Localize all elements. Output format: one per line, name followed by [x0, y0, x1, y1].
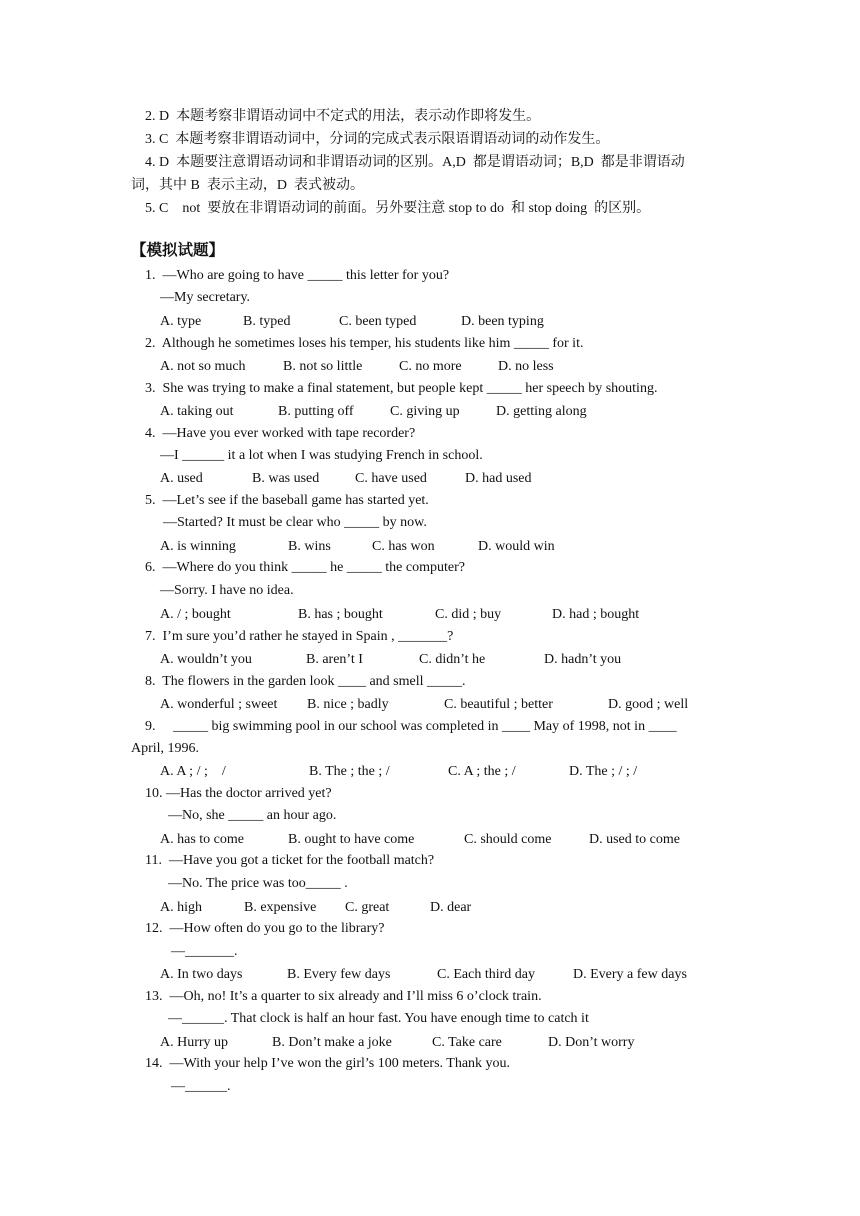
option-d: D. had used: [465, 471, 532, 486]
option-d: D. no less: [498, 359, 554, 374]
option-b: B. Every few days: [287, 967, 391, 982]
option-b: B. putting off: [278, 404, 354, 419]
option-b: B. was used: [252, 471, 320, 486]
option-a: A. not so much: [160, 359, 246, 374]
option-a: A. high: [160, 900, 202, 915]
option-d: D. had ; bought: [552, 607, 640, 622]
option-a: A. has to come: [160, 832, 244, 847]
question-11-stem: 11. —Have you got a ticket for the football match?: [145, 853, 435, 868]
option-d: D. Every a few days: [573, 967, 687, 982]
question-13-stem: 13. —Oh, no! It’s a quarter to six already and I’ll miss 6 o’clock train.: [145, 989, 542, 1004]
option-c: C. has won: [372, 539, 435, 554]
answer-line-4: 4. D 本题要注意谓语动词和非谓语动词的区别。A,D 都是谓语动词；B,D 都是非谓语动: [145, 155, 685, 170]
question-5-reply: —Started? It must be clear who _____ by now.: [163, 515, 427, 530]
option-a: A. is winning: [160, 539, 236, 554]
option-a: A. In two days: [160, 967, 243, 982]
option-b: B. ought to have come: [288, 832, 415, 847]
option-c: C. Each third day: [437, 967, 535, 982]
question-3-stem: 3. She was trying to make a final statement, but people kept _____ her speech by shouting.: [145, 381, 658, 396]
option-c: C. giving up: [390, 404, 460, 419]
option-c: C. have used: [355, 471, 427, 486]
section-title: 【模拟试题】: [131, 241, 225, 259]
option-a: A. / ; bought: [160, 607, 231, 622]
question-9-stem: 9. _____ big swimming pool in our school was completed in ____ May of 1998, not in ____: [145, 719, 677, 734]
question-12-stem: 12. —How often do you go to the library?: [145, 921, 385, 936]
option-c: C. no more: [399, 359, 462, 374]
option-d: D. Don’t worry: [548, 1035, 635, 1050]
question-1-reply: —My secretary.: [160, 290, 251, 305]
question-1-stem: 1. —Who are going to have _____ this letter for you?: [145, 268, 450, 283]
question-10-stem: 10. —Has the doctor arrived yet?: [145, 786, 332, 801]
question-9-stem-continued: April, 1996.: [131, 741, 200, 756]
option-c: C. Take care: [432, 1035, 502, 1050]
option-c: C. beautiful ; better: [444, 697, 553, 712]
answer-line-4-continued: 词，其中 B 表示主动，D 表式被动。: [131, 178, 364, 193]
question-10-reply: —No, she _____ an hour ago.: [168, 808, 337, 823]
option-d: D. getting along: [496, 404, 587, 419]
option-d: D. good ; well: [608, 697, 689, 712]
option-b: B. expensive: [244, 900, 317, 915]
option-c: C. great: [345, 900, 390, 915]
question-6-reply: —Sorry. I have no idea.: [160, 583, 294, 598]
option-c: C. should come: [464, 832, 552, 847]
question-14-reply: —______.: [171, 1079, 231, 1094]
option-b: B. aren’t I: [306, 652, 363, 667]
option-a: A. wonderful ; sweet: [160, 697, 278, 712]
question-4-stem: 4. —Have you ever worked with tape recorder?: [145, 426, 416, 441]
option-b: B. The ; the ; /: [309, 764, 390, 779]
question-7-stem: 7. I’m sure you’d rather he stayed in Spain , _______?: [145, 629, 454, 644]
question-12-reply: —_______.: [171, 944, 238, 959]
option-b: B. typed: [243, 314, 291, 329]
question-8-stem: 8. The flowers in the garden look ____ and smell _____.: [145, 674, 466, 689]
option-c: C. been typed: [339, 314, 417, 329]
option-a: A. Hurry up: [160, 1035, 229, 1050]
question-4-reply: —I ______ it a lot when I was studying French in school.: [160, 448, 483, 463]
question-13-reply: —______. That clock is half an hour fast. You have enough time to catch it: [168, 1011, 589, 1026]
question-14-stem: 14. —With your help I’ve won the girl’s 100 meters. Thank you.: [145, 1056, 511, 1071]
question-2-stem: 2. Although he sometimes loses his temper, his students like him _____ for it.: [145, 336, 584, 351]
answer-line-5: 5. C not 要放在非谓语动词的前面。另外要注意 stop to do 和 stop doing 的区别。: [145, 201, 651, 216]
option-b: B. Don’t make a joke: [272, 1035, 392, 1050]
option-a: A. wouldn’t you: [160, 652, 252, 667]
question-6-stem: 6. —Where do you think _____ he _____ the computer?: [145, 560, 465, 575]
option-d: D. been typing: [461, 314, 544, 329]
option-c: C. did ; buy: [435, 607, 502, 622]
option-a: A. used: [160, 471, 203, 486]
option-c: C. didn’t he: [419, 652, 486, 667]
answer-line-2: 2. D 本题考察非谓语动词中不定式的用法，表示动作即将发生。: [145, 109, 541, 124]
option-b: B. wins: [288, 539, 331, 554]
question-5-stem: 5. —Let’s see if the baseball game has started yet.: [145, 493, 429, 508]
option-a: A. taking out: [160, 404, 234, 419]
option-d: D. dear: [430, 900, 472, 915]
option-a: A. A ; / ; /: [160, 764, 226, 779]
option-a: A. type: [160, 314, 202, 329]
option-d: D. The ; / ; /: [569, 764, 638, 779]
option-b: B. not so little: [283, 359, 363, 374]
option-c: C. A ; the ; /: [448, 764, 516, 779]
option-b: B. has ; bought: [298, 607, 383, 622]
option-d: D. used to come: [589, 832, 680, 847]
question-11-reply: —No. The price was too_____ .: [168, 876, 348, 891]
option-d: D. hadn’t you: [544, 652, 622, 667]
option-d: D. would win: [478, 539, 555, 554]
option-b: B. nice ; badly: [307, 697, 389, 712]
answer-line-3: 3. C 本题考察非谓语动词中，分词的完成式表示限语谓语动词的动作发生。: [145, 132, 610, 147]
